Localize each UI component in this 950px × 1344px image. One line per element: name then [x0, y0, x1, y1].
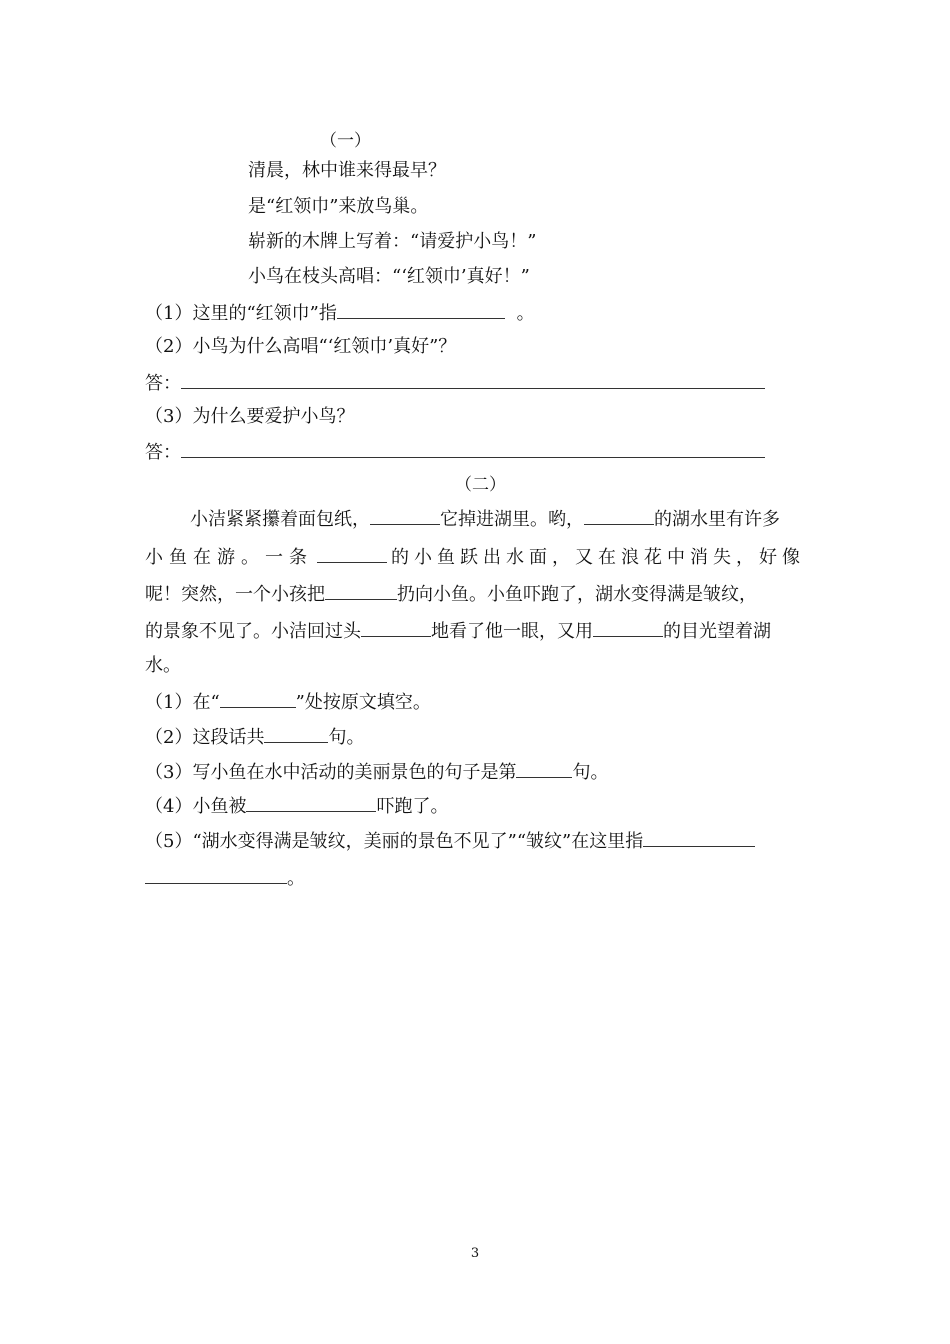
- fill-blank[interactable]: [370, 505, 440, 525]
- poem-line-4: 小鸟在枝头高唱：“‘红领巾’真好！”: [248, 266, 530, 287]
- section-title-1: （一）: [320, 131, 371, 151]
- poem-line-2: 是“红领巾”来放鸟巢。: [248, 196, 429, 217]
- question-text-end: 。: [516, 303, 535, 324]
- page-number: 3: [470, 1246, 480, 1261]
- fill-blank[interactable]: [325, 580, 397, 600]
- poem-line-1: 清晨，林中谁来得最早？: [248, 160, 446, 181]
- question-text: （5）“湖水变得满是皱纹，美丽的景色不见了”“皱纹”在这里指: [145, 831, 644, 852]
- answer-blank[interactable]: [643, 827, 755, 847]
- answer-blank[interactable]: [264, 723, 328, 743]
- passage-text: 小鱼在游。一条: [145, 547, 313, 568]
- passage-text: 的目光望着湖: [663, 621, 771, 642]
- answer-label: 答：: [145, 442, 181, 463]
- answer-line-1: [145, 369, 765, 397]
- passage-line-2: [145, 543, 805, 571]
- answer-blank[interactable]: [516, 758, 572, 778]
- question-2-5: [145, 827, 755, 855]
- poem-line-3: 崭新的木牌上写着：“请爱护小鸟！”: [248, 231, 537, 252]
- fill-blank[interactable]: [317, 543, 387, 563]
- question-2-3: [145, 758, 608, 786]
- passage-text: 的小鱼跃出水面，又在浪花中消失，好像: [391, 547, 805, 568]
- question-2-2: [145, 723, 364, 751]
- passage-text: 它掉进湖里。哟，: [440, 509, 584, 530]
- passage-text: 的湖水里有许多: [654, 509, 780, 530]
- passage-text: 的景象不见了。小洁回过头: [145, 621, 361, 642]
- passage-line-4: [145, 617, 771, 645]
- passage-line-1: [190, 505, 780, 533]
- question-2-5-cont: [145, 864, 305, 892]
- answer-blank[interactable]: [246, 792, 376, 812]
- question-text: （2）这段话共: [145, 727, 265, 748]
- question-1-3: （3）为什么要爱护小鸟？: [145, 406, 355, 427]
- question-text: （3）写小鱼在水中活动的美丽景色的句子是第: [145, 762, 517, 783]
- question-1-2: （2）小鸟为什么高唱“‘红领巾’真好”？: [145, 336, 457, 357]
- fill-blank[interactable]: [593, 617, 663, 637]
- fill-blank[interactable]: [584, 505, 654, 525]
- question-text-end: 。: [287, 868, 305, 889]
- passage-text: 呢！突然，一个小孩把: [145, 584, 325, 605]
- answer-blank[interactable]: [337, 299, 505, 319]
- passage-text: 小洁紧紧攥着面包纸，: [190, 509, 370, 530]
- question-text: （1）这里的“红领巾”指: [145, 303, 337, 324]
- question-text: 句。: [572, 762, 609, 783]
- answer-line-2: [145, 438, 765, 466]
- question-text: 吓跑了。: [376, 796, 449, 817]
- passage-text: 扔向小鱼。小鱼吓跑了，湖水变得满是皱纹，: [397, 584, 757, 605]
- question-text: （1）在“: [145, 692, 220, 713]
- section-title-2: （二）: [455, 475, 506, 495]
- answer-blank[interactable]: [181, 369, 765, 389]
- question-2-4: [145, 792, 448, 820]
- passage-line-5: 水。: [145, 655, 181, 676]
- fill-blank[interactable]: [361, 617, 431, 637]
- passage-line-3: [145, 580, 757, 608]
- answer-blank[interactable]: [181, 438, 765, 458]
- question-text: ”处按原文填空。: [295, 692, 431, 713]
- answer-blank[interactable]: [145, 864, 287, 884]
- answer-label: 答：: [145, 373, 181, 394]
- passage-text: 地看了他一眼，又用: [431, 621, 593, 642]
- question-text: （4）小鱼被: [145, 796, 247, 817]
- fill-blank[interactable]: [220, 688, 296, 708]
- question-1-1: [145, 299, 535, 327]
- question-2-1: [145, 688, 431, 716]
- question-text: 句。: [328, 727, 365, 748]
